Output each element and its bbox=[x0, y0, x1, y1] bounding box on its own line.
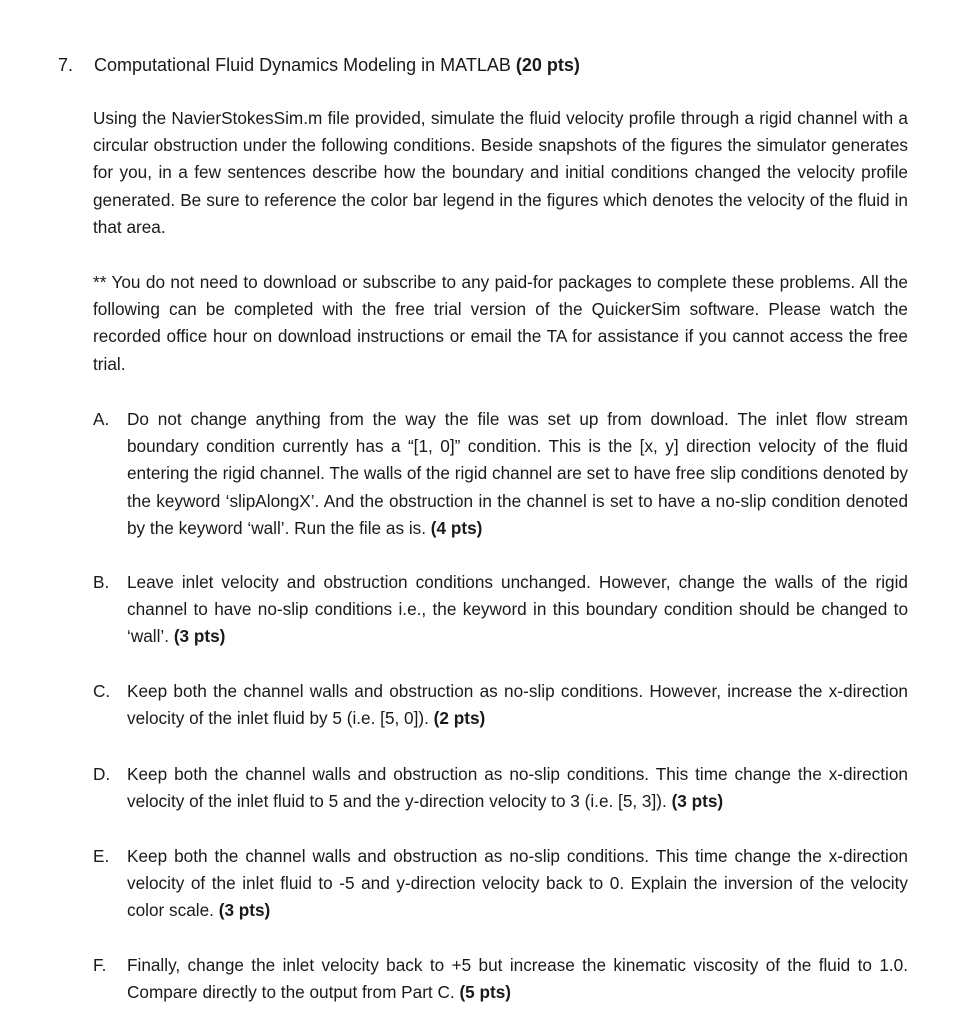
item-text-block bbox=[127, 406, 908, 542]
item-points: (3 pts) bbox=[173, 626, 226, 647]
intro-paragraph: Using the NavierStokesSim.m file provided, simulate the fluid velocity profile through a rigid channel with a circular obstruction under the following conditions. Beside snapshots of the figures the simulator generates for you, in a few sentences describe how the boundary and initial conditions changed the velocity profile generated. Be sure to reference the color bar legend in the figures which denotes the velocity of the fluid in that area. bbox=[93, 108, 908, 237]
question-heading bbox=[58, 53, 580, 77]
item-points: (2 pts) bbox=[433, 708, 486, 729]
item-text: Do not change anything from the way the file was set up from download. The inlet flow stream boundary condition currently has a “[1, 0]” condition. This is the [x, y] direction velocity of the fluid entering the rigid channel. The walls of the rigid channel are set to have free slip conditions denoted by the keyword ‘slipAlongX’. And the obstruction in the channel is set to have a no-slip condition denoted by the keyword ‘wall’. Run the file as is. bbox=[127, 409, 908, 538]
item-text-block bbox=[127, 569, 908, 651]
item-points: (3 pts) bbox=[218, 900, 271, 921]
item-points: (5 pts) bbox=[459, 982, 511, 1003]
item-text: Leave inlet velocity and obstruction conditions unchanged. However, change the walls of the rigid channel to have no-slip conditions i.e., the keyword in this boundary condition should be changed to ‘wall’. bbox=[127, 572, 908, 647]
note-paragraph: ** You do not need to download or subscribe to any paid-for packages to complete these problems. All the following can be completed with the free trial version of the QuickerSim software. Please watch the recorded office hour on download instructions or email the TA for assistance if you cannot access the free trial. bbox=[93, 272, 908, 374]
list-item bbox=[93, 678, 908, 732]
item-letter: A. bbox=[93, 409, 110, 429]
item-text-block bbox=[127, 952, 908, 1006]
item-text: Keep both the channel walls and obstruction as no-slip conditions. This time change the x-direction velocity of the inlet fluid to -5 and y-direction velocity back to 0. Explain the inversion of the velocity color scale. bbox=[127, 846, 908, 921]
item-letter: B. bbox=[93, 572, 110, 592]
item-points: (4 pts) bbox=[430, 517, 483, 538]
list-item bbox=[93, 952, 908, 1006]
item-text: Keep both the channel walls and obstruction as no-slip conditions. This time change the x-direction velocity of the inlet fluid to 5 and the y-direction velocity to 3 (i.e. [5, 3]). bbox=[127, 764, 908, 812]
item-text: Keep both the channel walls and obstruction as no-slip conditions. However, increase the x-direction velocity of the inlet fluid by 5 (i.e. [5, 0]). bbox=[127, 681, 908, 729]
item-letter: D. bbox=[93, 764, 111, 784]
list-item bbox=[93, 569, 908, 651]
item-letter: E. bbox=[93, 846, 110, 866]
item-letter: C. bbox=[93, 681, 111, 701]
list-item bbox=[93, 761, 908, 815]
item-text-block bbox=[127, 678, 908, 732]
question-number: 7. bbox=[58, 55, 74, 75]
item-letter: F. bbox=[93, 955, 107, 975]
item-text: Finally, change the inlet velocity back to +5 but increase the kinematic viscosity of the fluid to 1.0. Compare directly to the output from Part C. bbox=[127, 955, 908, 1003]
question-points: (20 pts) bbox=[515, 55, 580, 75]
list-item bbox=[93, 406, 908, 542]
item-text-block bbox=[127, 761, 908, 815]
question-title: Computational Fluid Dynamics Modeling in MATLAB bbox=[94, 55, 511, 75]
item-points: (3 pts) bbox=[671, 791, 724, 812]
list-item bbox=[93, 843, 908, 925]
item-text-block bbox=[127, 843, 908, 925]
